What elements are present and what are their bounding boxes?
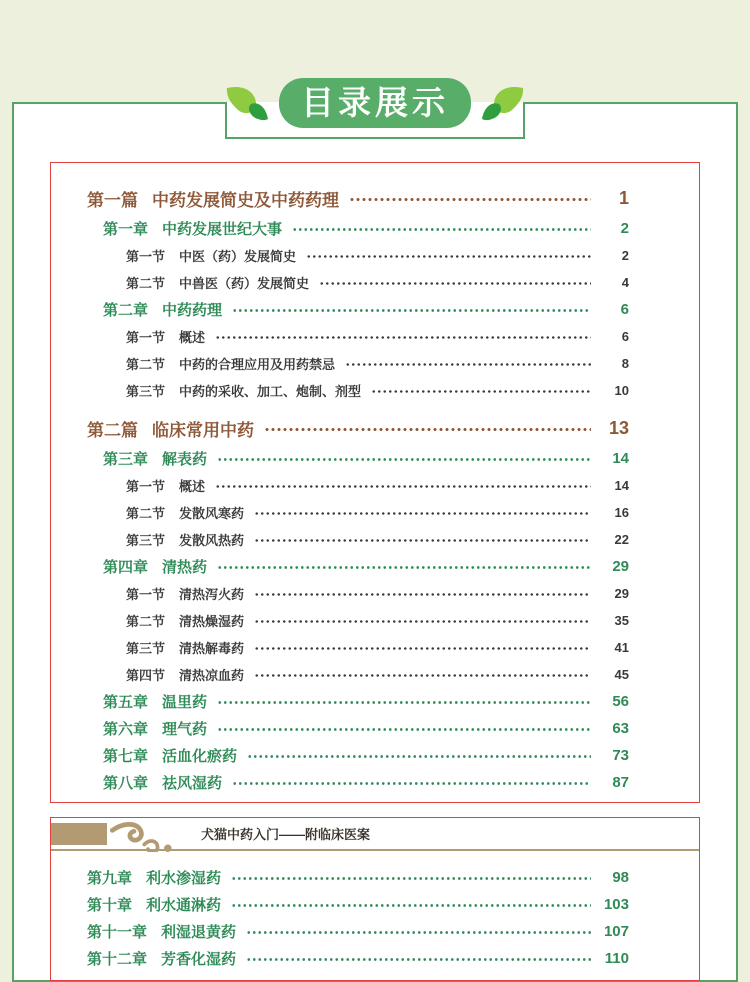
dot-leader	[292, 227, 591, 232]
toc-entry-page: 2	[620, 220, 629, 237]
toc-entry-label: 第三节	[126, 641, 166, 656]
toc-entry-title: 中药发展简史及中药药理	[152, 190, 339, 210]
toc-entry-label: 第三节	[126, 533, 166, 548]
toc-entry-page: 41	[614, 640, 629, 655]
toc-entry-page: 1	[618, 187, 629, 208]
toc-row	[87, 242, 629, 269]
dot-leader	[215, 335, 591, 340]
toc-entry-label: 第三章	[103, 451, 149, 468]
toc-panel	[12, 84, 738, 982]
dot-leader	[217, 457, 591, 462]
toc-row	[87, 499, 629, 526]
toc-entry-title: 解表药	[162, 451, 208, 468]
toc-entry-page: 29	[612, 558, 629, 575]
toc-row	[87, 688, 629, 715]
dot-leader	[371, 389, 591, 394]
toc-row	[87, 411, 629, 445]
toc-entry-label: 第三节	[126, 384, 166, 399]
toc-entry-title: 中医（药）发展简史	[179, 249, 297, 264]
toc-entry-label: 第一节	[126, 479, 166, 494]
dot-leader	[349, 197, 591, 202]
toc-entry-title: 芳香化湿药	[161, 951, 237, 968]
dot-leader	[254, 646, 591, 651]
leaves-left-icon	[224, 85, 270, 121]
toc-row	[87, 296, 629, 323]
dot-leader	[246, 930, 591, 935]
toc-entry-label: 第四章	[103, 559, 149, 576]
toc-row	[87, 661, 629, 688]
toc-entry-page: 6	[621, 329, 629, 344]
toc-entry-page: 14	[614, 478, 629, 493]
toc-list-main	[51, 163, 699, 802]
running-header-text: 犬猫中药入门——附临床医案	[201, 827, 371, 842]
banner	[14, 78, 736, 128]
toc-entry-page: 87	[612, 774, 629, 791]
header-tan-block	[51, 823, 107, 845]
toc-entry-title: 发散风热药	[179, 533, 245, 548]
toc-row	[87, 918, 629, 945]
toc-entry-title: 概述	[179, 330, 206, 345]
toc-entry-page: 98	[612, 869, 629, 886]
dot-leader	[254, 511, 591, 516]
toc-entry-title: 清热凉血药	[179, 668, 245, 683]
cloud-scroll-icon	[109, 820, 189, 852]
toc-entry-title: 温里药	[162, 694, 208, 711]
dot-leader	[254, 619, 591, 624]
toc-entry-page: 13	[608, 417, 629, 438]
toc-entry-label: 第一节	[126, 330, 166, 345]
toc-entry-page: 6	[620, 301, 629, 318]
toc-row	[87, 181, 629, 215]
toc-entry-label: 第一篇	[87, 190, 138, 210]
toc-row	[87, 269, 629, 296]
toc-entry-title: 发散风寒药	[179, 506, 245, 521]
dot-leader	[306, 254, 591, 259]
toc-entry-title: 利水通淋药	[146, 897, 222, 914]
toc-entry-label: 第八章	[103, 775, 149, 792]
toc-entry-label: 第九章	[87, 870, 133, 887]
toc-row	[87, 445, 629, 472]
toc-entry-label: 第二节	[126, 357, 166, 372]
dot-leader	[231, 903, 591, 908]
dot-leader	[231, 876, 591, 881]
dot-leader	[264, 427, 591, 432]
toc-entry-label: 第十章	[87, 897, 133, 914]
toc-entry-title: 清热燥湿药	[179, 614, 245, 629]
toc-row	[87, 715, 629, 742]
dot-leader	[345, 362, 591, 367]
toc-entry-label: 第七章	[103, 748, 149, 765]
dot-leader	[232, 308, 591, 313]
toc-entry-page: 103	[603, 896, 629, 913]
toc-entry-label: 第六章	[103, 721, 149, 738]
toc-entry-page: 45	[614, 667, 629, 682]
toc-box-main	[50, 162, 700, 803]
toc-row	[87, 377, 629, 404]
toc-list-continued	[51, 851, 699, 980]
toc-entry-page: 22	[614, 532, 629, 547]
toc-entry-page: 63	[612, 720, 629, 737]
banner-title: 目录展示	[279, 78, 471, 128]
toc-entry-title: 中兽医（药）发展简史	[179, 276, 310, 291]
dot-leader	[254, 538, 591, 543]
toc-entry-title: 中药的采收、加工、炮制、剂型	[179, 384, 362, 399]
toc-entry-label: 第一节	[126, 587, 166, 602]
dot-leader	[217, 700, 591, 705]
toc-row	[87, 769, 629, 796]
toc-entry-label: 第十二章	[87, 951, 148, 968]
toc-row	[87, 553, 629, 580]
toc-entry-title: 中药的合理应用及用药禁忌	[179, 357, 336, 372]
running-header-bar	[51, 818, 699, 851]
toc-row	[87, 891, 629, 918]
toc-entry-label: 第二章	[103, 302, 149, 319]
toc-entry-title: 利水渗湿药	[146, 870, 222, 887]
toc-entry-page: 35	[614, 613, 629, 628]
toc-entry-label: 第二篇	[87, 420, 138, 440]
toc-row	[87, 634, 629, 661]
toc-row	[87, 580, 629, 607]
toc-entry-title: 利湿退黄药	[161, 924, 237, 941]
toc-entry-page: 14	[612, 450, 629, 467]
toc-entry-title: 清热泻火药	[179, 587, 245, 602]
toc-entry-page: 29	[614, 586, 629, 601]
toc-entry-label: 第二节	[126, 276, 166, 291]
toc-entry-label: 第一节	[126, 249, 166, 264]
dot-leader	[247, 754, 591, 759]
toc-row	[87, 526, 629, 553]
toc-row	[87, 945, 629, 972]
toc-entry-title: 清热解毒药	[179, 641, 245, 656]
toc-entry-page: 16	[614, 505, 629, 520]
toc-entry-page: 4	[621, 275, 629, 290]
toc-row	[87, 472, 629, 499]
toc-row	[87, 350, 629, 377]
toc-entry-page: 10	[614, 383, 629, 398]
toc-entry-label: 第一章	[103, 221, 149, 238]
toc-entry-title: 概述	[179, 479, 206, 494]
toc-entry-title: 祛风湿药	[162, 775, 223, 792]
toc-box-continued	[50, 817, 700, 981]
toc-row	[87, 607, 629, 634]
dot-leader	[254, 592, 591, 597]
toc-entry-label: 第二节	[126, 614, 166, 629]
leaves-right-icon	[480, 85, 526, 121]
dot-leader	[319, 281, 591, 286]
toc-entry-page: 110	[604, 950, 629, 967]
toc-row	[87, 742, 629, 769]
toc-row	[87, 864, 629, 891]
toc-entry-label: 第二节	[126, 506, 166, 521]
toc-entry-label: 第五章	[103, 694, 149, 711]
toc-entry-page: 56	[612, 693, 629, 710]
toc-entry-title: 临床常用中药	[152, 420, 254, 440]
toc-row	[87, 215, 629, 242]
toc-entry-label: 第十一章	[87, 924, 148, 941]
toc-entry-page: 8	[621, 356, 629, 371]
toc-row	[87, 323, 629, 350]
dot-leader	[232, 781, 591, 786]
dot-leader	[215, 484, 591, 489]
toc-entry-label: 第四节	[126, 668, 166, 683]
toc-entry-page: 2	[621, 248, 629, 263]
toc-entry-page: 107	[603, 923, 629, 940]
dot-leader	[254, 673, 591, 678]
toc-entry-title: 理气药	[162, 721, 208, 738]
toc-entry-title: 清热药	[162, 559, 208, 576]
dot-leader	[217, 565, 591, 570]
toc-entry-title: 中药药理	[162, 302, 223, 319]
toc-entry-page: 73	[612, 747, 629, 764]
toc-entry-title: 活血化瘀药	[162, 748, 238, 765]
dot-leader	[217, 727, 591, 732]
toc-entry-title: 中药发展世纪大事	[162, 221, 283, 238]
